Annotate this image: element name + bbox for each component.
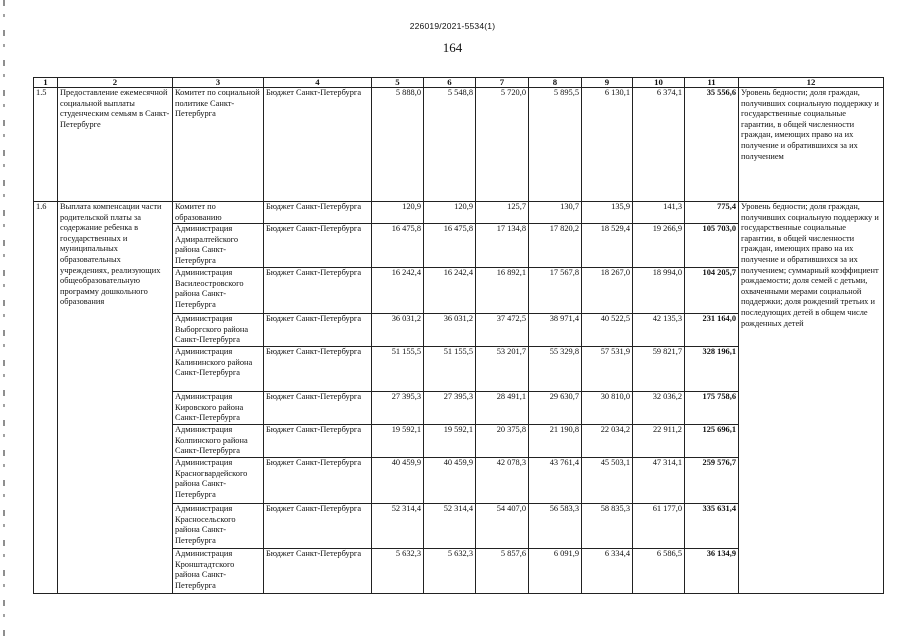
year-value: 51 155,5: [424, 347, 476, 392]
year-value: 45 503,1: [582, 458, 633, 504]
year-value: 21 190,8: [529, 425, 582, 458]
year-value: 27 395,3: [424, 392, 476, 425]
year-value: 19 592,1: [372, 425, 424, 458]
year-value: 16 475,8: [372, 224, 424, 268]
year-value: 55 329,8: [529, 347, 582, 392]
page-number: 164: [442, 40, 463, 55]
total-value: 328 196,1: [685, 347, 739, 392]
funding-source: Бюджет Санкт-Петербурга: [264, 549, 372, 594]
year-value: 125,7: [476, 202, 529, 224]
year-value: 6 586,5: [633, 549, 685, 594]
executor: Администрация Калининского района Санкт-Петербурга: [173, 347, 264, 392]
year-value: 19 592,1: [424, 425, 476, 458]
total-value: 125 696,1: [685, 425, 739, 458]
column-header-5: 5: [372, 78, 424, 88]
year-value: 59 821,7: [633, 347, 685, 392]
row-number: 1.5: [34, 88, 58, 202]
year-value: 40 522,5: [582, 314, 633, 347]
year-value: 6 091,9: [529, 549, 582, 594]
budget-table: [33, 77, 884, 594]
column-header-1: 1: [34, 78, 58, 88]
executor: Администрация Выборгского района Санкт-Петербурга: [173, 314, 264, 347]
funding-source: Бюджет Санкт-Петербурга: [264, 224, 372, 268]
year-value: 53 201,7: [476, 347, 529, 392]
executor: Администрация Василеостровского района Санкт-Петербурга: [173, 268, 264, 314]
year-value: 28 491,1: [476, 392, 529, 425]
column-header-11: 11: [685, 78, 739, 88]
year-value: 40 459,9: [372, 458, 424, 504]
year-value: 36 031,2: [372, 314, 424, 347]
executor: Администрация Красногвардейского района Санкт-Петербурга: [173, 458, 264, 504]
column-header-7: 7: [476, 78, 529, 88]
year-value: 16 242,4: [372, 268, 424, 314]
measure-name: Предоставление ежемесячной социальной выплаты студенческим семьям в Санкт-Петербурге: [58, 88, 173, 202]
column-header-2: 2: [58, 78, 173, 88]
year-value: 38 971,4: [529, 314, 582, 347]
executor: Комитет по образованию: [173, 202, 264, 224]
year-value: 16 892,1: [476, 268, 529, 314]
document-id: 226019/2021-5534(1): [409, 21, 496, 31]
total-value: 775,4: [685, 202, 739, 224]
year-value: 17 567,8: [529, 268, 582, 314]
funding-source: Бюджет Санкт-Петербурга: [264, 392, 372, 425]
year-value: 58 835,3: [582, 504, 633, 549]
column-header-9: 9: [582, 78, 633, 88]
executor: Администрация Колпинского района Санкт-Петербурга: [173, 425, 264, 458]
year-value: 120,9: [372, 202, 424, 224]
year-value: 5 632,3: [424, 549, 476, 594]
year-value: 43 761,4: [529, 458, 582, 504]
table-row: [34, 88, 884, 202]
year-value: 18 994,0: [633, 268, 685, 314]
year-value: 5 857,6: [476, 549, 529, 594]
year-value: 17 134,8: [476, 224, 529, 268]
year-value: 47 314,1: [633, 458, 685, 504]
year-value: 54 407,0: [476, 504, 529, 549]
total-value: 175 758,6: [685, 392, 739, 425]
year-value: 6 334,4: [582, 549, 633, 594]
column-header-12: 12: [739, 78, 884, 88]
expected-result: Уровень бедности; доля граждан, получивших социальную поддержку и государственные социальные гарантии, в общей численности граждан, имеющих право на их получение и обратившихся за их получением: [739, 88, 884, 202]
executor: Администрация Адмиралтейского района Санкт-Петербурга: [173, 224, 264, 268]
year-value: 5 888,0: [372, 88, 424, 202]
executor: Администрация Красносельского района Санкт-Петербурга: [173, 504, 264, 549]
year-value: 27 395,3: [372, 392, 424, 425]
total-value: 259 576,7: [685, 458, 739, 504]
row-number: 1.6: [34, 202, 58, 594]
year-value: 51 155,5: [372, 347, 424, 392]
funding-source: Бюджет Санкт-Петербурга: [264, 504, 372, 549]
year-value: 61 177,0: [633, 504, 685, 549]
year-value: 5 720,0: [476, 88, 529, 202]
funding-source: Бюджет Санкт-Петербурга: [264, 202, 372, 224]
year-value: 135,9: [582, 202, 633, 224]
year-value: 6 130,1: [582, 88, 633, 202]
year-value: 22 911,2: [633, 425, 685, 458]
year-value: 19 266,9: [633, 224, 685, 268]
year-value: 6 374,1: [633, 88, 685, 202]
funding-source: Бюджет Санкт-Петербурга: [264, 425, 372, 458]
year-value: 30 810,0: [582, 392, 633, 425]
column-header-8: 8: [529, 78, 582, 88]
year-value: 17 820,2: [529, 224, 582, 268]
year-value: 5 632,3: [372, 549, 424, 594]
executor: Комитет по социальной политике Санкт-Петербурга: [173, 88, 264, 202]
total-value: 335 631,4: [685, 504, 739, 549]
year-value: 32 036,2: [633, 392, 685, 425]
year-value: 22 034,2: [582, 425, 633, 458]
expected-result: Уровень бедности; доля граждан, получивших социальную поддержку и государственные социальные гарантии, в общей численности граждан, имеющих право на их получение и обратившихся за их получением; суммарный коэффициент рождаемости; доля семей с детьми, охваченными мерами социальной поддержки; доля рождений третьих и последующих детей в общем числе рожденных детей: [739, 202, 884, 594]
year-value: 16 242,4: [424, 268, 476, 314]
table-row: [34, 202, 884, 224]
year-value: 16 475,8: [424, 224, 476, 268]
year-value: 130,7: [529, 202, 582, 224]
year-value: 57 531,9: [582, 347, 633, 392]
year-value: 141,3: [633, 202, 685, 224]
executor: Администрация Кировского района Санкт-Петербурга: [173, 392, 264, 425]
total-value: 35 556,6: [685, 88, 739, 202]
total-value: 231 164,0: [685, 314, 739, 347]
total-value: 105 703,0: [685, 224, 739, 268]
year-value: 5 548,8: [424, 88, 476, 202]
year-value: 42 078,3: [476, 458, 529, 504]
column-header-4: 4: [264, 78, 372, 88]
funding-source: Бюджет Санкт-Петербурга: [264, 268, 372, 314]
total-value: 104 205,7: [685, 268, 739, 314]
total-value: 36 134,9: [685, 549, 739, 594]
column-header-3: 3: [173, 78, 264, 88]
year-value: 40 459,9: [424, 458, 476, 504]
year-value: 20 375,8: [476, 425, 529, 458]
funding-source: Бюджет Санкт-Петербурга: [264, 314, 372, 347]
funding-source: Бюджет Санкт-Петербурга: [264, 347, 372, 392]
year-value: 37 472,5: [476, 314, 529, 347]
scan-edge-marks: [3, 0, 5, 640]
funding-source: Бюджет Санкт-Петербурга: [264, 88, 372, 202]
year-value: 52 314,4: [372, 504, 424, 549]
year-value: 29 630,7: [529, 392, 582, 425]
year-value: 18 529,4: [582, 224, 633, 268]
funding-source: Бюджет Санкт-Петербурга: [264, 458, 372, 504]
year-value: 120,9: [424, 202, 476, 224]
year-value: 52 314,4: [424, 504, 476, 549]
year-value: 36 031,2: [424, 314, 476, 347]
year-value: 56 583,3: [529, 504, 582, 549]
year-value: 42 135,3: [633, 314, 685, 347]
column-header-6: 6: [424, 78, 476, 88]
column-header-row: [34, 78, 884, 88]
executor: Администрация Кронштадтского района Санкт-Петербурга: [173, 549, 264, 594]
year-value: 5 895,5: [529, 88, 582, 202]
column-header-10: 10: [633, 78, 685, 88]
measure-name: Выплата компенсации части родительской платы за содержание ребенка в государственных и муниципальных образовательных учреждениях, реализующих общеобразовательную программу дошкольного образования: [58, 202, 173, 594]
year-value: 18 267,0: [582, 268, 633, 314]
